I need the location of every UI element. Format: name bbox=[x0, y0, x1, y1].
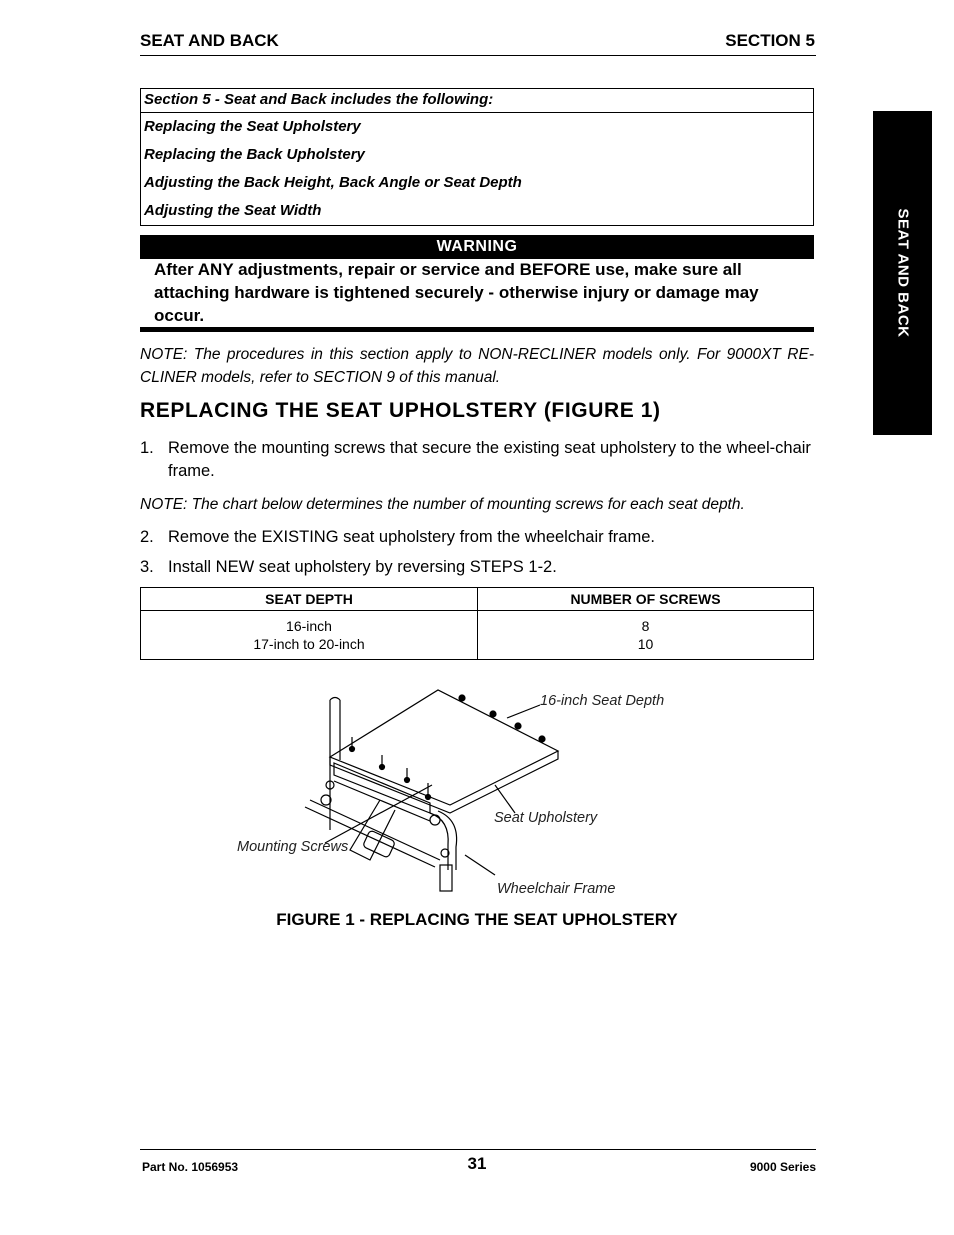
label-seat-upholstery: Seat Upholstery bbox=[494, 810, 598, 826]
header-divider bbox=[140, 55, 816, 56]
step-3 bbox=[140, 556, 557, 579]
step-number: 3. bbox=[140, 558, 154, 576]
label-mounting-screws: Mounting Screws bbox=[237, 839, 349, 855]
leader-seat-depth bbox=[507, 705, 540, 718]
step-text: Remove the mounting screws that secure the existing seat upholstery to the wheel-chair frame. bbox=[168, 439, 811, 480]
seat-depth-value: 16-inch bbox=[286, 618, 332, 634]
warning-divider bbox=[140, 327, 814, 332]
contents-heading: Section 5 - Seat and Back includes the following: bbox=[141, 89, 813, 113]
seat-depth-cell bbox=[141, 611, 478, 660]
step-2 bbox=[140, 526, 655, 549]
footer-divider bbox=[140, 1149, 816, 1150]
note-screw-chart: NOTE: The chart below determines the number of mounting screws for each seat depth. bbox=[140, 496, 745, 513]
screw-count-cell bbox=[478, 611, 814, 660]
footer-page-number: 31 bbox=[467, 1154, 487, 1173]
step-1 bbox=[140, 437, 811, 480]
label-seat-depth: 16-inch Seat Depth bbox=[540, 693, 665, 709]
step-text: Remove the EXISTING seat upholstery from the wheelchair frame. bbox=[168, 528, 655, 546]
side-tab bbox=[873, 111, 932, 435]
contents-item: Adjusting the Back Height, Back Angle or Seat Depth bbox=[144, 174, 522, 191]
warning-title: WARNING bbox=[140, 235, 814, 259]
step-number: 1. bbox=[140, 439, 154, 457]
header-section-number: SECTION 5 bbox=[725, 31, 815, 50]
column-header-seat-depth: SEAT DEPTH bbox=[141, 588, 478, 611]
contents-item: Adjusting the Seat Width bbox=[144, 202, 322, 219]
screws-table bbox=[140, 587, 814, 660]
leader-seat-upholstery bbox=[495, 785, 515, 813]
screw-count-value: 8 bbox=[641, 618, 650, 634]
seat-upholstery-illustration bbox=[290, 685, 580, 900]
leader-wheelchair-frame bbox=[465, 855, 495, 875]
table-row bbox=[141, 611, 814, 660]
contents-item: Replacing the Back Upholstery bbox=[144, 146, 365, 163]
note-procedures: NOTE: The procedures in this section apply to NON-RECLINER models only. For 9000XT RE-CLINER models, refer to SECTION 9 of this manual. bbox=[140, 346, 814, 386]
warning-text: After ANY adjustments, repair or service and BEFORE use, make sure all attaching hardware is tightened securely - otherwise injury or damage may occur. bbox=[154, 260, 759, 325]
header-section-title: SEAT AND BACK bbox=[140, 31, 279, 50]
seat-upholstery-panel bbox=[330, 690, 558, 805]
screw-count-value: 10 bbox=[637, 636, 654, 652]
contents-item: Replacing the Seat Upholstery bbox=[144, 118, 361, 135]
figure-caption: FIGURE 1 - REPLACING THE SEAT UPHOLSTERY bbox=[276, 910, 678, 929]
contents-box bbox=[140, 88, 814, 226]
label-wheelchair-frame: Wheelchair Frame bbox=[497, 881, 616, 897]
column-header-number-of-screws: NUMBER OF SCREWS bbox=[478, 588, 814, 611]
footer-part-number: Part No. 1056953 bbox=[142, 1160, 239, 1174]
footer-series: 9000 Series bbox=[749, 1160, 816, 1174]
side-tab-label: SEAT AND BACK bbox=[894, 208, 911, 338]
step-text: Install NEW seat upholstery by reversing STEPS 1-2. bbox=[168, 558, 557, 576]
seat-depth-value: 17-inch to 20-inch bbox=[253, 636, 365, 652]
section-heading: REPLACING THE SEAT UPHOLSTERY (FIGURE 1) bbox=[140, 399, 661, 422]
step-number: 2. bbox=[140, 528, 154, 546]
